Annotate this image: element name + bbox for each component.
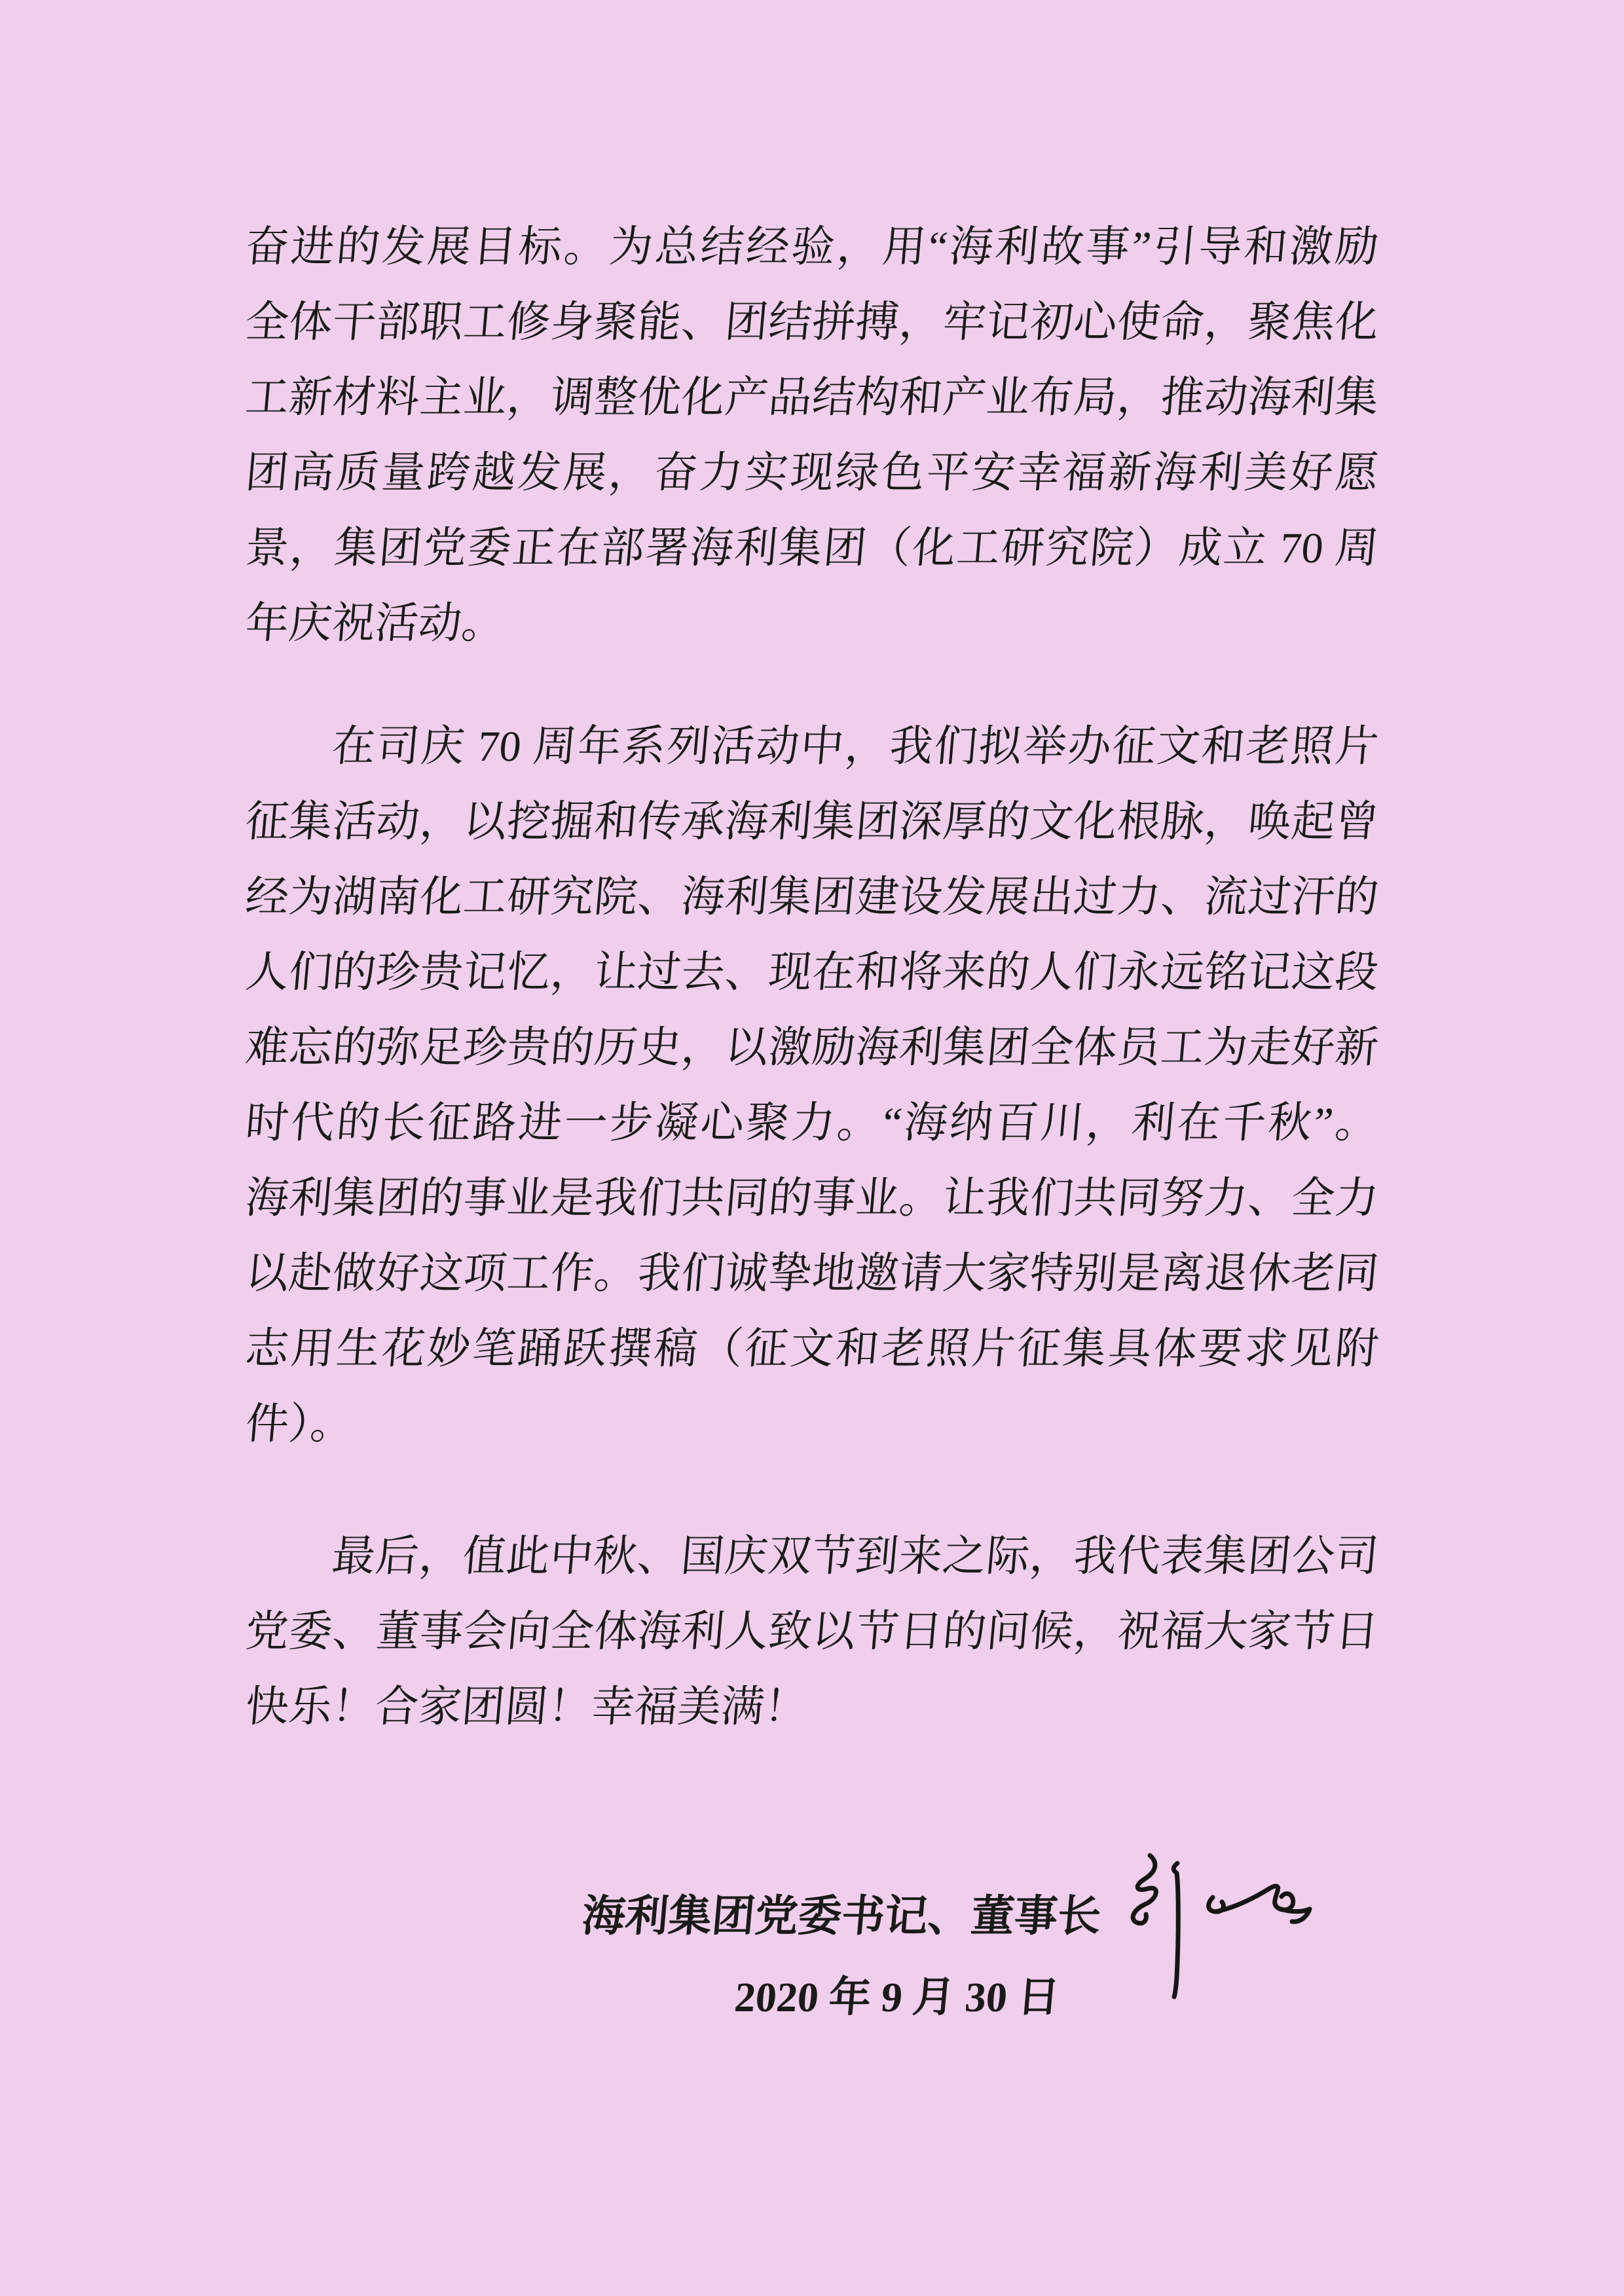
- body-line: 党委、董事会向全体海利人致以节日的问候，祝福大家节日: [243, 1608, 1381, 1656]
- letter-body: [243, 210, 1381, 2035]
- body-line: 工新材料主业，调整优化产品结构和产业布局，推动海利集: [243, 374, 1381, 422]
- body-line: 在司庆 70 周年系列活动中，我们拟举办征文和老照片: [329, 723, 1381, 771]
- body-line: 最后，值此中秋、国庆双节到来之际，我代表集团公司: [329, 1533, 1381, 1580]
- body-line: 志用生花妙笔踊跃撰稿（征文和老照片征集具体要求见附: [243, 1325, 1381, 1373]
- body-line: 年庆祝活动。: [243, 600, 507, 647]
- paragraph-1: [243, 210, 1381, 661]
- paragraph-2: [243, 709, 1381, 1462]
- paragraph-3: [243, 1519, 1381, 1745]
- body-line: 时代的长征路进一步凝心聚力。“海纳百川，利在千秋”。: [243, 1099, 1381, 1147]
- body-line: 以赴做好这项工作。我们诚挚地邀请大家特别是离退休老同: [243, 1250, 1381, 1298]
- body-line: 海利集团的事业是我们共同的事业。让我们共同努力、全力: [243, 1175, 1381, 1222]
- signatory-title: 海利集团党委书记、董事长: [580, 1893, 1103, 1941]
- body-line: 全体干部职工修身聚能、团结拼搏，牢记初心使命，聚焦化: [243, 299, 1381, 346]
- body-line: 经为湖南化工研究院、海利集团建设发展出过力、流过汗的: [243, 873, 1381, 921]
- body-line: 快乐！合家团圆！幸福美满！: [243, 1683, 810, 1731]
- body-line: 人们的珍贵记忆，让过去、现在和将来的人们永远铭记这段: [243, 949, 1381, 996]
- body-line: 难忘的弥足珍贵的历史，以激励海利集团全体员工为走好新: [243, 1024, 1381, 1072]
- body-line: 件）。: [243, 1400, 356, 1448]
- body-line: 团高质量跨越发展，奋力实现绿色平安幸福新海利美好愿: [243, 449, 1381, 497]
- body-line: 奋进的发展目标。为总结经验，用“海利故事”引导和激励: [243, 223, 1381, 271]
- handwritten-signature-icon: [1113, 1848, 1323, 2005]
- body-line: 景，集团党委正在部署海利集团（化工研究院）成立 70 周: [243, 524, 1381, 572]
- signature-date: 2020 年 9 月 30 日: [732, 1974, 1062, 2020]
- body-line: 征集活动，以挖掘和传承海利集团深厚的文化根脉，唤起曾: [243, 798, 1381, 846]
